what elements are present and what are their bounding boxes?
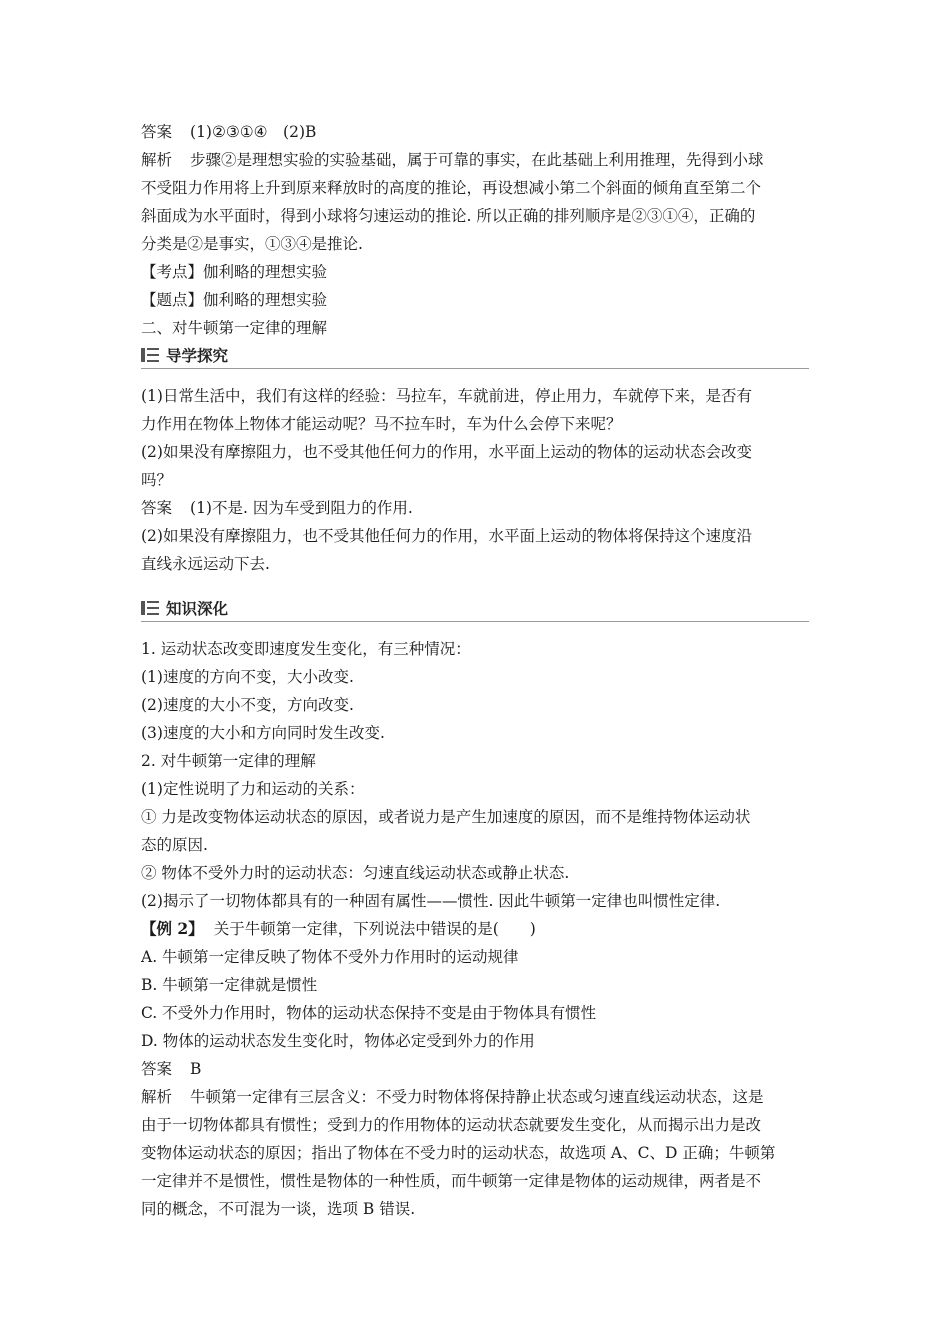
analysis-1-line-3: 斜面成为水平面时，得到小球将匀速运动的推论. 所以正确的排列顺序是②③①④，正确的 bbox=[141, 207, 756, 225]
answer-1-text: (1)②③①④ (2)B bbox=[190, 123, 317, 141]
daoxue-title: 导学探究 bbox=[166, 347, 229, 365]
example-2-answer: B bbox=[190, 1060, 202, 1078]
zhishi-line-10: (2)揭示了一切物体都具有的一种固有属性——惯性. 因此牛顿第一定律也叫惯性定律. bbox=[141, 892, 721, 910]
zhishi-divider bbox=[141, 621, 809, 622]
example-2-analysis-line-5: 同的概念，不可混为一谈，选项 B 错误. bbox=[141, 1200, 416, 1218]
example-2-analysis-line-2: 由于一切物体都具有惯性；受到力的作用物体的运动状态就要发生变化，从而揭示出力是改 bbox=[141, 1116, 762, 1134]
zhishi-header bbox=[141, 597, 228, 619]
zhishi-title: 知识深化 bbox=[166, 600, 229, 618]
answer-label: 答案 bbox=[141, 499, 173, 517]
zhishi-line-7: ① 力是改变物体运动状态的原因，或者说力是产生加速度的原因，而不是维持物体运动状 bbox=[141, 808, 751, 826]
daoxue-answer-text-1: (1)不是. 因为车受到阻力的作用. bbox=[190, 499, 413, 517]
answer-label: 答案 bbox=[141, 123, 173, 141]
zhishi-line-3: (2)速度的大小不变，方向改变. bbox=[141, 696, 354, 714]
zhishi-line-2: (1)速度的方向不变，大小改变. bbox=[141, 668, 354, 686]
answer-1-line bbox=[141, 122, 821, 142]
analysis-1-line-1 bbox=[141, 150, 821, 170]
example-2-analysis-text-1: 牛顿第一定律有三层含义：不受力时物体将保持静止状态或匀速直线运动状态，这是 bbox=[190, 1088, 764, 1106]
zhishi-line-4: (3)速度的大小和方向同时发生改变. bbox=[141, 724, 385, 742]
option-d: D. 物体的运动状态发生变化时，物体必定受到外力的作用 bbox=[141, 1032, 535, 1050]
daoxue-divider bbox=[141, 368, 809, 369]
daoxue-line-1: (1)日常生活中，我们有这样的经验：马拉车，车就前进，停止用力，车就停下来，是否有 bbox=[141, 387, 752, 405]
daoxue-answer-line-1 bbox=[141, 498, 821, 518]
section-2-title: 二、对牛顿第一定律的理解 bbox=[141, 319, 328, 337]
analysis-1-line-2: 不受阻力作用将上升到原来释放时的高度的推论，再设想减小第二个斜面的倾角直至第二个 bbox=[141, 179, 762, 197]
option-c: C. 不受外力作用时，物体的运动状态保持不变是由于物体具有惯性 bbox=[141, 1004, 597, 1022]
analysis-label: 解析 bbox=[141, 1088, 173, 1106]
tidian-line: 【题点】伽利略的理想实验 bbox=[141, 291, 328, 309]
option-b: B. 牛顿第一定律就是惯性 bbox=[141, 976, 318, 994]
section-list-icon bbox=[141, 601, 159, 615]
answer-label: 答案 bbox=[141, 1060, 173, 1078]
example-2-analysis-line-1 bbox=[141, 1087, 821, 1107]
daoxue-line-4: 吗？ bbox=[141, 471, 173, 489]
example-2-stem: 关于牛顿第一定律，下列说法中错误的是( ) bbox=[213, 920, 536, 938]
section-list-icon bbox=[141, 348, 159, 362]
analysis-1-text-1: 步骤②是理想实验的实验基础，属于可靠的事实，在此基础上利用推理，先得到小球 bbox=[190, 151, 764, 169]
analysis-label: 解析 bbox=[141, 151, 173, 169]
kaodian-line: 【考点】伽利略的理想实验 bbox=[141, 263, 328, 281]
daoxue-line-3: (2)如果没有摩擦阻力，也不受其他任何力的作用，水平面上运动的物体的运动状态会改变 bbox=[141, 443, 752, 461]
example-2-answer-line bbox=[141, 1059, 821, 1079]
daoxue-header bbox=[141, 344, 228, 366]
example-2-label: 【例 2】 bbox=[141, 919, 204, 938]
daoxue-answer-line-2: (2)如果没有摩擦阻力，也不受其他任何力的作用，水平面上运动的物体将保持这个速度沿 bbox=[141, 527, 752, 545]
zhishi-line-8: 态的原因. bbox=[141, 836, 208, 854]
example-2-analysis-line-3: 变物体运动状态的原因；指出了物体在不受力时的运动状态，故选项 A、C、D 正确；牛顿第 bbox=[141, 1144, 776, 1162]
option-a: A. 牛顿第一定律反映了物体不受外力作用时的运动规律 bbox=[141, 948, 519, 966]
example-2-stem-line bbox=[141, 919, 821, 939]
zhishi-line-1: 1. 运动状态改变即速度发生变化，有三种情况： bbox=[141, 640, 471, 658]
example-2-analysis-line-4: 一定律并不是惯性，惯性是物体的一种性质，而牛顿第一定律是物体的运动规律，两者是不 bbox=[141, 1172, 762, 1190]
zhishi-line-9: ② 物体不受外力时的运动状态：匀速直线运动状态或静止状态. bbox=[141, 864, 570, 882]
daoxue-answer-line-3: 直线永远运动下去. bbox=[141, 555, 270, 573]
zhishi-line-6: (1)定性说明了力和运动的关系： bbox=[141, 780, 365, 798]
analysis-1-line-4: 分类是②是事实，①③④是推论. bbox=[141, 235, 363, 253]
daoxue-line-2: 力作用在物体上物体才能运动呢？马不拉车时，车为什么会停下来呢？ bbox=[141, 415, 622, 433]
zhishi-line-5: 2. 对牛顿第一定律的理解 bbox=[141, 752, 316, 770]
